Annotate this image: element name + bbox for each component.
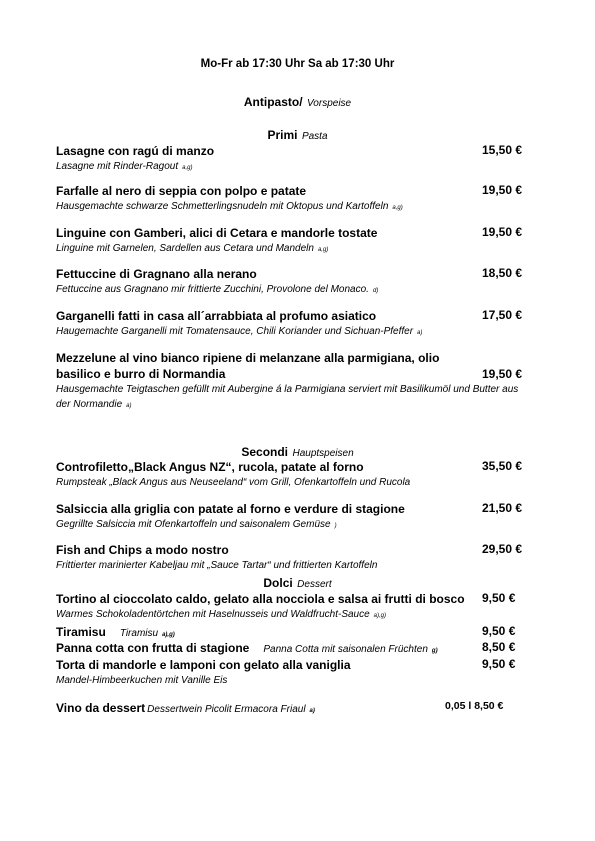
dish-name: Torta di mandorle e lamponi con gelato alla vaniglia	[56, 658, 351, 672]
section-title: Antipasto/	[243, 95, 303, 109]
dish-name: Fettuccine di Gragnano alla nerano	[56, 267, 257, 281]
dish-name: Fish and Chips a modo nostro	[56, 543, 229, 557]
dish-price: 19,50 €	[482, 367, 523, 381]
menu-item	[56, 657, 526, 690]
dish-description: Hausgemachte schwarze Schmetterlingsnudeln mit Oktopus und Kartoffeln	[56, 201, 389, 212]
allergen-code: g)	[431, 648, 438, 654]
dish-description: Tiramisu	[119, 628, 159, 639]
menu-item	[56, 501, 526, 534]
section-subtitle: Hauptspeisen	[292, 448, 354, 459]
dish-price: 29,50 €	[482, 542, 523, 556]
menu-item	[56, 542, 526, 575]
dish-price: 35,50 €	[482, 459, 523, 473]
dish-name: Lasagne con ragú di manzo	[56, 144, 215, 158]
wine-name: Vino da dessert	[56, 701, 146, 715]
dish-description: Hausgemachte Teigtaschen gefüllt mit Aubergine á la Parmigiana serviert mit Basilikumöl und Butter aus der Normandie	[56, 384, 519, 410]
section-subtitle: Dessert	[297, 579, 332, 590]
dish-name: Tortino al cioccolato caldo, gelato alla nocciola e salsa ai frutti di bosco	[56, 592, 465, 606]
dish-name: Farfalle al nero di seppia con polpo e patate	[56, 184, 307, 198]
dish-name: Garganelli fatti in casa all´arrabbiata al profumo asiatico	[56, 309, 377, 323]
dish-price: 17,50 €	[482, 308, 523, 322]
allergen-code: a),g)	[373, 613, 387, 619]
section-subtitle: Pasta	[301, 131, 328, 142]
menu-item	[56, 308, 526, 341]
menu-item	[56, 183, 526, 216]
allergen-code: )	[334, 523, 337, 529]
section-title: Dolci	[263, 576, 293, 590]
section-dolci	[0, 574, 595, 592]
dish-description: Linguine mit Garnelen, Sardellen aus Cetara und Mandeln	[56, 243, 314, 254]
section-antipasto	[0, 93, 595, 111]
dish-description: Warmes Schokoladentörtchen mit Haselnusseis und Waldfrucht-Sauce	[56, 609, 370, 620]
dish-price: 9,50 €	[482, 591, 516, 605]
allergen-code: a)	[309, 708, 315, 714]
allergen-code: a,g)	[392, 205, 403, 211]
allergen-code: a,g)	[182, 165, 193, 171]
dish-description: Lasagne mit Rinder-Ragout	[56, 161, 179, 172]
section-title: Secondi	[241, 445, 289, 459]
dish-price: 21,50 €	[482, 501, 523, 515]
opening-hours: Mo-Fr ab 17:30 Uhr Sa ab 17:30 Uhr	[200, 58, 395, 70]
section-primi	[0, 126, 595, 144]
dish-name: Salsiccia alla griglia con patate al forno e verdure di stagione	[56, 502, 405, 516]
section-subtitle: Vorspeise	[307, 98, 352, 109]
dish-name: Tiramisu	[56, 625, 106, 639]
allergen-code: a)	[126, 403, 132, 409]
dish-price: 9,50 €	[482, 624, 516, 638]
section-title: Primi	[267, 128, 298, 142]
menu-item	[56, 266, 526, 299]
menu-item	[56, 591, 526, 624]
menu-item	[56, 143, 526, 176]
menu-item	[56, 350, 526, 414]
dish-price: 19,50 €	[482, 225, 523, 239]
dish-name: Mezzelune al vino bianco ripiene di melanzane alla parmigiana, olio basilico e burro di Normandia	[56, 351, 440, 381]
dish-price: 19,50 €	[482, 183, 523, 197]
dish-description: Fettuccine aus Gragnano mir frittierte Zucchini, Provolone del Monaco.	[56, 284, 369, 295]
menu-item	[56, 459, 526, 492]
dish-price: 15,50 €	[482, 143, 523, 157]
dish-description: Mandel-Himbeerkuchen mit Vanille Eis	[56, 675, 228, 686]
allergen-code: a,g)	[317, 247, 329, 253]
dish-description: Panna Cotta mit saisonalen Früchten	[263, 644, 428, 655]
dish-description: Rumpsteak „Black Angus aus Neuseeland“ vom Grill, Ofenkartoffeln und Rucola	[56, 477, 411, 488]
wine-price: 0,05 l 8,50 €	[445, 700, 504, 712]
dish-name: Controfiletto„Black Angus NZ“, rucola, patate al forno	[56, 460, 364, 474]
dish-name: Linguine con Gamberi, alici di Cetara e mandorle tostate	[56, 226, 378, 240]
dish-price: 9,50 €	[482, 657, 516, 671]
dish-price: 8,50 €	[482, 640, 516, 654]
allergen-code: a),g)	[162, 632, 175, 638]
dish-description: Haugemachte Garganelli mit Tomatensauce, Chili Koriander und Sichuan-Pfeffer	[56, 326, 414, 337]
dish-description: Gegrillte Salsiccia mit Ofenkartoffeln und saisonalem Gemüse	[56, 519, 331, 530]
dish-price: 18,50 €	[482, 266, 523, 280]
dish-description: Frittierter marinierter Kabeljau mit „Sauce Tartar“ und frittierten Kartoffeln	[56, 560, 378, 571]
allergen-code: a)	[417, 330, 423, 336]
dish-name: Panna cotta con frutta di stagione	[56, 641, 250, 655]
wine-description: Dessertwein Picolit Ermacora Friaul	[147, 704, 306, 715]
allergen-code: d)	[372, 288, 379, 294]
menu-item	[56, 225, 526, 258]
